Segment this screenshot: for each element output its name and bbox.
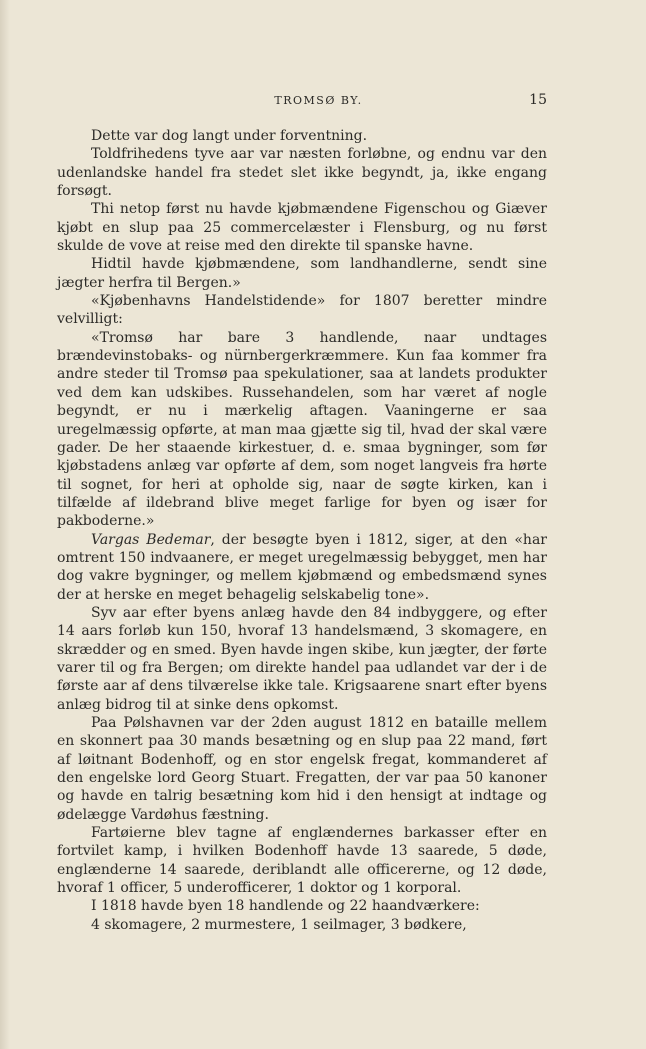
paragraph: 4 skomagere, 2 murmestere, 1 seilmager, 3 bødkere, <box>91 916 467 933</box>
paragraph: Dette var dog langt under forventning. <box>91 128 368 144</box>
quote-paragraph: «Tromsø har bare 3 handlende, naar undtages brændevinstobaks- og nürnbergerkræmmere. Kun faa kommer fra andre steder til Tromsø paa spekulationer, saa at landets produkter ved dem kan udskibes. Russehandelen, som har været af nogle begyndt, er nu i mærkelig aftagen. Vaaningerne er saa uregelmæssig opførte, at man maa gjætte sig til, hvad der skal være gader. De her staaende kirkestuer, d. e. smaa bygninger, som før kjøbstadens anlæg var opførte af dem, som noget langveis fra hørte til sognet, for heri at opholde sig, naar de søgte kirken, kan i tilfælde af ildebrand blive meget farlige for byen og især for pakboderne.» <box>57 329 547 530</box>
vargas-paragraph <box>57 531 547 604</box>
page-header <box>90 94 547 114</box>
paragraph: Thi netop først nu havde kjøbmændene Figenschou og Giæver kjøbt en slup paa 25 commercelæster i Flensburg, og nu først skulde de vove at reise med den direkte til spanske havne. <box>57 201 547 255</box>
paragraph: Hidtil havde kjøbmændene, som landhandlerne, sendt sine jægter herfra til Bergen.» <box>57 256 547 291</box>
paragraph: Syv aar efter byens anlæg havde den 84 indbyggere, og efter 14 aars forløb kun 150, hvoraf 13 handelsmænd, 3 skomagere, en skrædder og en smed. Byen havde ingen skibe, kun jægter, der førte varer til og fra Bergen; om direkte handel paa udlandet var der i de første aar af dens tilværelse ikke tale. Krigsaarene snart efter byens anlæg bidrog til at sinke dens opkomst. <box>57 604 547 713</box>
paragraph: Toldfrihedens tyve aar var næsten forløbne, og endnu var den udenlandske handel fra stedet slet ikke begyndt, ja, ikke engang forsøgt. <box>57 146 547 200</box>
running-head: TROMSØ BY. <box>274 94 363 107</box>
page-edge <box>0 0 10 1049</box>
paragraph: I 1818 havde byen 18 handlende og 22 haandværkere: <box>91 898 480 915</box>
paragraph: Fartøierne blev tagne af englændernes barkasser efter en fortvilet kamp, i hvilken Bodenhoff havde 13 saarede, 5 døde, englænderne 14 saarede, deriblandt alle officererne, og 12 døde, hvoraf 1 officer, 5 underofficerer, 1 doktor og 1 korporal. <box>57 825 547 897</box>
paragraph: «Kjøbenhavns Handelstidende» for 1807 beretter mindre velvilligt: <box>57 293 547 328</box>
author-name: Vargas Bedemar <box>91 531 211 548</box>
vargas-text: , der besøgte byen i 1812, siger, at den «har omtrent 150 indvaanere, er meget uregelmæssig bebygget, men har dog vakre bygninger, og mellem kjøbmænd og embedsmænd synes der at herske en meget behagelig selskabelig tone». <box>57 531 547 603</box>
body-text <box>57 127 547 934</box>
paragraph: Paa Pølshavnen var der 2den august 1812 en bataille mellem en skonnert paa 30 mands besætning og en slup paa 22 mand, ført af løitnant Bodenhoff, og en stor engelsk fregat, kommanderet af den engelske lord Georg Stuart. Fregatten, der var paa 50 kanoner og havde en talrig besætning kom hid i den hensigt at indtage og ødelægge Vardøhus fæstning. <box>57 715 547 823</box>
page-number: 15 <box>529 92 547 108</box>
